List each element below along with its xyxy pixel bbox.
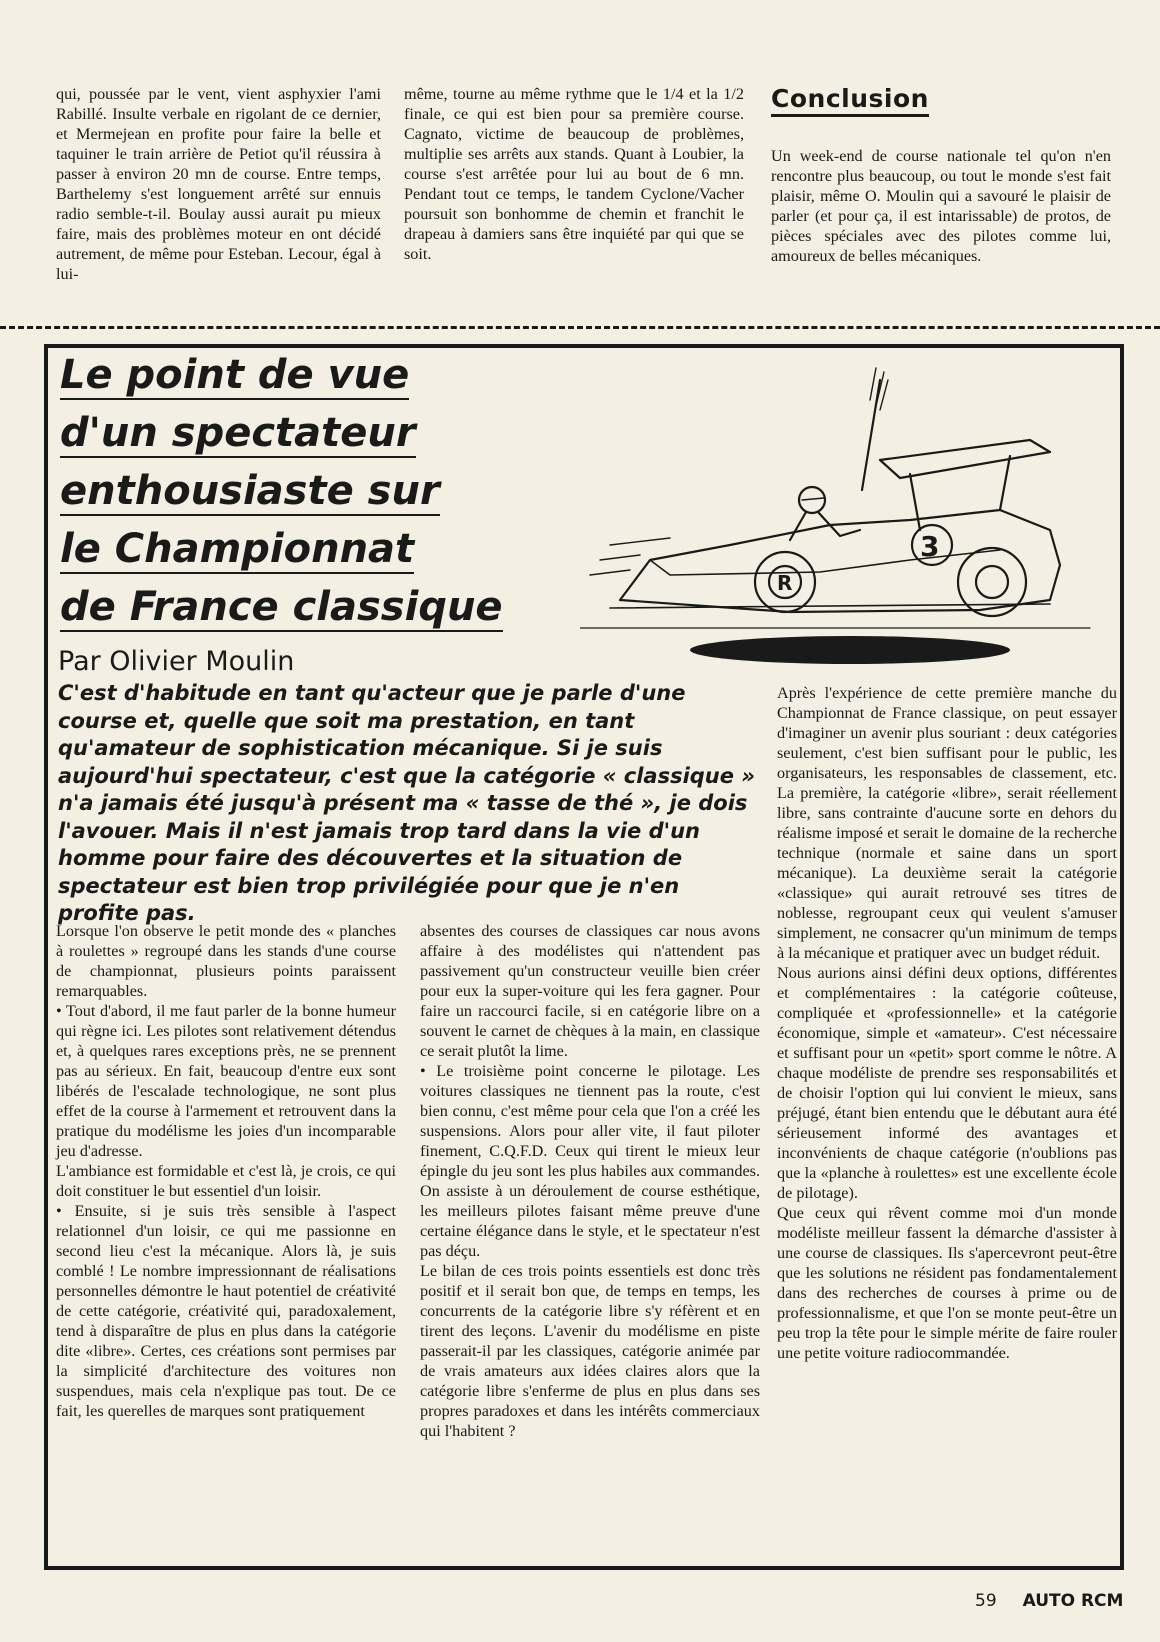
headline-line-4: le Championnat bbox=[60, 526, 415, 572]
car-number: 3 bbox=[920, 530, 940, 563]
race-car-illustration bbox=[580, 360, 1120, 680]
paragraph: Que ceux qui rêvent comme moi d'un monde modéliste meilleur fassent la démarche d'assister à une course de classiques. Ils s'apercevront peut-être que les solutions ne résident pas fondamentalement dans des recherches de courses à prime ou de professionnalisme, et que l'on se monte peut-être un peu trop la tête pour le simple mérite de faire rouler une petite voiture radiocommandée. bbox=[777, 1204, 1117, 1362]
paragraph: Le bilan de ces trois points essentiels est donc très positif et il serait bon que, de temps en temps, les concurrents de la catégorie libre s'y réfèrent et en tirent des leçons. L'avenir du modélisme en piste passerait-il par les classiques, catégorie animée par de vrais amateurs aux idées claires alors que la catégorie libre s'enferme de plus en plus dans ses propres paradoxes et dans les intérêts commerciaux qui l'habitent ? bbox=[420, 1262, 760, 1440]
paragraph: absentes des courses de classiques car nous avons affaire à des modélistes qui n'attendent pas passivement qu'un constructeur veuille bien créer pour eux la super-voiture qui les fera gagner. Pour faire un raccourci facile, si en catégorie libre on a souvent le carnet de chèques à la main, en classique ce serait plutôt la lime. bbox=[420, 922, 760, 1060]
svg-text:R: R bbox=[777, 571, 793, 595]
dashed-separator bbox=[0, 326, 1160, 329]
headline-line-5: de France classique bbox=[60, 584, 503, 630]
paragraph: qui, poussée par le vent, vient asphyxier l'ami Rabillé. Insulte verbale en rigolant de ce dernier, et Mermejean en profite pour faire la belle et taquiner le train arrière de Petiot qu'il réussira à passer à environ 20 mn de course. Entre temps, Barthelemy s'est longuement arrêté sur ennuis radio semble-t-il. Boulay aussi aurait pu mieux faire, mais des problèmes moteur en ont décidé autrement, de même pour Esteban. Lecour, égal à lui- bbox=[56, 85, 381, 283]
previous-article-column-3 bbox=[771, 146, 1111, 266]
magazine-name: AUTO RCM bbox=[1022, 1591, 1124, 1611]
headline-line-2: d'un spectateur bbox=[60, 410, 416, 456]
paragraph: Après l'expérience de cette première manche du Championnat de France classique, on peut essayer d'imaginer un avenir plus souriant : deux catégories seulement, c'est bien suffisant pour le public, les organisateurs, les responsables de classement, etc. La première, la catégorie «libre», serait réellement libre, sans contrainte d'aucune sorte en dehors du réalisme imposé et serait le domaine de la recherche technique (normale et saine dans un sport mécanique). La deuxième serait la catégorie «classique» qui aurait retrouvé ses titres de noblesse, regroupant ceux qui veulent s'amuser simplement, ne consacrer qu'un minimum de temps à la mécanique et pratiquer avec un budget réduit. bbox=[777, 684, 1117, 962]
paragraph: Un week-end de course nationale tel qu'on n'en rencontre plus beaucoup, ou tout le monde s'est fait plaisir, même O. Moulin qui a savouré le plaisir de parler (et pour ça, il est intarissable) de protos, de pièces spéciales avec des pilotes comme lui, amoureux de belles mécaniques. bbox=[771, 147, 1111, 265]
page-number: 59 bbox=[975, 1591, 997, 1611]
page-footer bbox=[975, 1591, 1123, 1611]
paragraph: Lorsque l'on observe le petit monde des « planches à roulettes » regroupé dans les stands d'une course de championnat, plusieurs points paraissent remarquables. bbox=[56, 922, 396, 1000]
conclusion-heading: Conclusion bbox=[771, 84, 929, 117]
headline-line-1: Le point de vue bbox=[60, 352, 410, 398]
article-column-2 bbox=[420, 921, 760, 1441]
paragraph: L'ambiance est formidable et c'est là, je crois, ce qui doit constituer le but essentiel d'un loisir. bbox=[56, 1162, 396, 1200]
paragraph: • Ensuite, si je suis très sensible à l'aspect relationnel d'un loisir, ce qui me passionne en second lieu c'est la mécanique. Alors là, je suis comblé ! Le nombre impressionnant de réalisations personnelles démontre le haut potentiel de créativité de cette catégorie, créativité qui, paradoxalement, tend à disparaître de plus en plus dans la catégorie dite «libre». Certes, ces créations sont permises par la simplicité d'architecture des voitures non suspendues, mais cela n'explique pas tout. De ce fait, les querelles de marques sont pratiquement bbox=[56, 1202, 396, 1420]
previous-article-column-2 bbox=[404, 84, 744, 264]
article-column-1 bbox=[56, 921, 396, 1421]
byline: Par Olivier Moulin bbox=[58, 646, 295, 677]
paragraph: même, tourne au même rythme que le 1/4 et la 1/2 finale, ce qui est bien pour sa première course. Cagnato, victime de beaucoup de problèmes, multiplie ses arrêts aux stands. Quant à Loubier, la course s'est arrêtée pour lui au bout de 6 mn. Pendant tout ce temps, le tandem Cyclone/Vacher poursuit son bonhomme de chemin et franchit le drapeau à damiers sans être inquiété par qui que se soit. bbox=[404, 85, 744, 263]
previous-article-column-1 bbox=[56, 84, 381, 284]
paragraph: • Le troisième point concerne le pilotage. Les voitures classiques ne tiennent pas la route, c'est bien connu, c'est même pour cela que l'on a créé les suspensions. Alors pour aller vite, il faut piloter finement, C.Q.F.D. Ceux qui tirent le mieux leur épingle du jeu sont les plus habiles aux commandes. On assiste à un déroulement de course esthétique, les meilleurs pilotes faisant même preuve d'une certaine élégance dans le style, et le spectateur n'est pas déçu. bbox=[420, 1062, 760, 1260]
headline-line-3: enthousiaste sur bbox=[60, 468, 440, 514]
paragraph: • Tout d'abord, il me faut parler de la bonne humeur qui règne ici. Les pilotes sont relativement détendus et, à quelques rares exceptions près, ne se prennent pas au sérieux. En fait, beaucoup d'entre eux sont libérés de l'escalade technologique, ne sont plus effet de la course à l'armement et retrouvent dans la pratique du modélisme les joies d'un incomparable jeu d'adresse. bbox=[56, 1002, 396, 1160]
paragraph: Nous aurions ainsi défini deux options, différentes et complémentaires : la catégorie coûteuse, compliquée et «professionnelle» et la catégorie économique, simple et «amateur». C'est nécessaire et suffisant pour un «petit» sport comme le nôtre. A chaque modéliste de prendre ses responsabilités et de choisir l'option qui lui convient le mieux, sans préjugé, étant bien entendu que le débutant aura été sérieusement informé des avantages et inconvénients de chaque catégorie (n'oublions pas que la «planche à roulettes» est une excellente école de pilotage). bbox=[777, 964, 1117, 1202]
intro-paragraph: C'est d'habitude en tant qu'acteur que je parle d'une course et, quelle que soit ma prestation, en tant qu'amateur de sophistication mécanique. Si je suis aujourd'hui spectateur, c'est que la catégorie « classique » n'a jamais été jusqu'à présent ma « tasse de thé », je dois l'avouer. Mais il n'est jamais trop tard dans la vie d'un homme pour faire des découvertes et la situation de spectateur est bien trop privilégiée pour que je n'en profite pas. bbox=[58, 681, 755, 925]
article-column-3 bbox=[777, 683, 1117, 1363]
